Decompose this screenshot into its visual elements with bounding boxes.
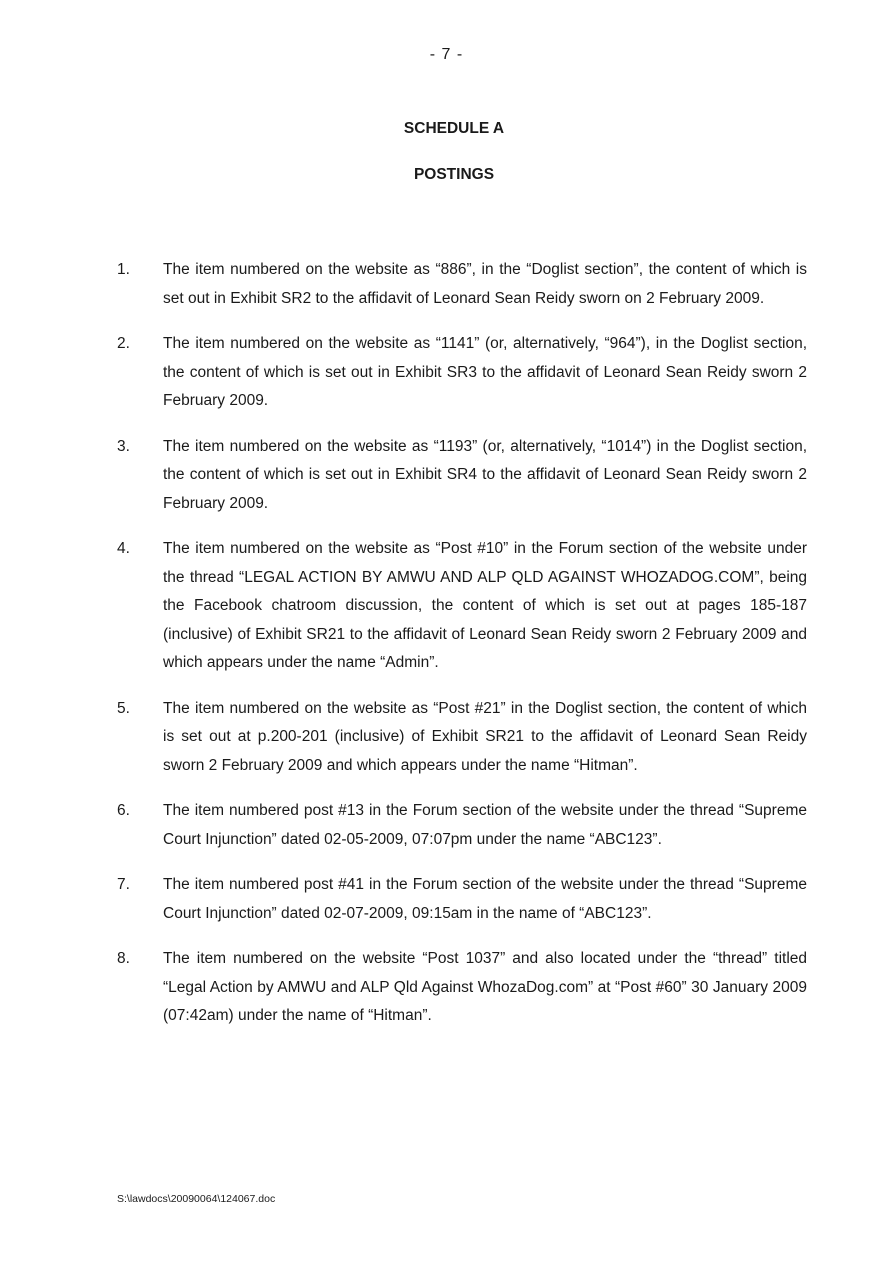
posting-item-5 [117, 695, 807, 781]
item-number: 3. [117, 437, 130, 455]
item-number: 6. [117, 802, 130, 819]
posting-item-2 [117, 330, 807, 416]
item-text: The item numbered on the website as “Post #10” in the Forum section of the website under the thread “LEGAL ACTION BY AMWU AND ALP QLD AGAINST WHOZADOG.COM”, being the Facebook chatroom discussion, the content of which is set out at pages 185-187 (inclusive) of Exhibit SR21 to the affidavit of Leonard Sean Reidy sworn 2 February 2009 and which appears under the name “Admin”. [163, 540, 807, 671]
footer-file-path: S:\lawdocs\20090064\124067.doc [117, 1193, 276, 1205]
section-title: POSTINGS [413, 166, 495, 183]
item-number: 7. [117, 876, 130, 893]
item-number: 2. [117, 335, 130, 352]
item-text: The item numbered on the website “Post 1037” and also located under the “thread” titled “Legal Action by AMWU and ALP Qld Against WhozaDog.com” at “Post #60” 30 January 2009 (07:42am) under the name of “Hitman”. [163, 950, 807, 1024]
posting-item-1 [117, 256, 807, 313]
item-text: The item numbered on the website as “1193” (or, alternatively, “1014”) in the Doglist section, the content of which is set out in Exhibit SR4 to the affidavit of Leonard Sean Reidy sworn 2 February 2009. [163, 437, 807, 512]
item-number: 4. [117, 540, 130, 557]
posting-item-8 [117, 945, 807, 1031]
item-text: The item numbered on the website as “1141” (or, alternatively, “964”), in the Doglist section, the content of which is set out in Exhibit SR3 to the affidavit of Leonard Sean Reidy sworn 2 February 2009. [163, 335, 807, 409]
posting-item-6 [117, 797, 807, 854]
posting-item-4 [117, 535, 807, 678]
posting-item-7 [117, 871, 807, 928]
posting-item-3 [117, 433, 807, 519]
page-number: - 7 - [429, 46, 464, 63]
item-number: 8. [117, 950, 130, 967]
schedule-title: SCHEDULE A [403, 120, 505, 137]
item-text: The item numbered on the website as “Post #21” in the Doglist section, the content of which is set out at p.200-201 (inclusive) of Exhibit SR21 to the affidavit of Leonard Sean Reidy sworn 2 February 2009 and which appears under the name “Hitman”. [163, 699, 807, 774]
item-number: 5. [117, 699, 130, 717]
item-text: The item numbered on the website as “886”, in the “Doglist section”, the content of which is set out in Exhibit SR2 to the affidavit of Leonard Sean Reidy sworn on 2 February 2009. [163, 261, 807, 307]
item-text: The item numbered post #41 in the Forum section of the website under the thread “Supreme Court Injunction” dated 02-07-2009, 09:15am in the name of “ABC123”. [163, 876, 807, 922]
item-number: 1. [117, 261, 130, 278]
postings-list [117, 256, 807, 1048]
item-text: The item numbered post #13 in the Forum section of the website under the thread “Supreme Court Injunction” dated 02-05-2009, 07:07pm under the name “ABC123”. [163, 802, 807, 848]
